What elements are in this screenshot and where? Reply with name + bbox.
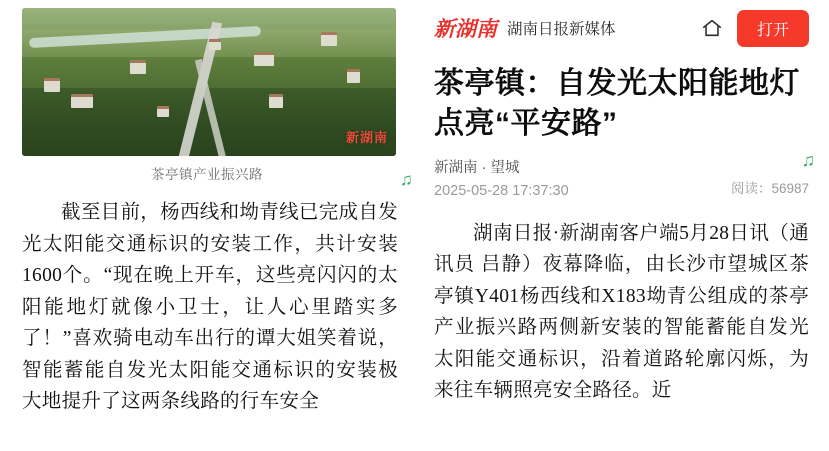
article-source[interactable]: 新湖南 · 望城	[434, 160, 520, 177]
open-button[interactable]: 打开	[737, 10, 809, 47]
left-article-column	[0, 0, 414, 451]
hero-building	[157, 106, 169, 117]
right-article-body	[434, 218, 809, 407]
right-article-paragraph: 湖南日报·新湖南客户端5月28日讯（通讯员 吕静）夜幕降临，由长沙市望城区茶亭镇Y401杨西线和X183坳青公组成的茶亭产业振兴路两侧新安装的智能蓄能自发光太阳能交通标识，沿着道路轮廓闪烁，为来往车辆照亮安全路径。近	[434, 222, 809, 402]
article-meta	[434, 157, 809, 203]
left-article-paragraph: 截至目前，杨西线和坳青线已完成自发光太阳能交通标识的安装工作，共计安装1600个。“现在晚上开车，这些亮闪闪的太阳能地灯就像小卫士，让人心里踏实多了！”喜欢骑电动车出行的谭大姐笑着说，智能蓄能自发光太阳能交通标识的安装极大地提升了这两条线路的行车安全	[22, 202, 398, 413]
hero-watermark: 新湖南	[345, 130, 388, 145]
hero-image	[22, 8, 396, 156]
hero-building	[269, 94, 283, 108]
brand-subtitle: 湖南日报新媒体	[507, 21, 616, 38]
hero-building	[209, 39, 221, 50]
app-topbar	[434, 0, 809, 56]
article-meta-left	[434, 157, 731, 203]
read-count: 阅读：56987	[730, 181, 809, 197]
hero-building	[44, 78, 60, 92]
left-article-body	[22, 197, 398, 418]
hero-building	[71, 94, 93, 108]
article-timestamp: 2025-05-28 17:37:30	[434, 183, 569, 200]
hero-building	[321, 32, 337, 46]
right-article-column	[414, 0, 829, 451]
brand-logo[interactable]: 新湖南	[434, 17, 497, 41]
hero-caption: 茶亭镇产业振兴路	[151, 167, 263, 182]
home-icon[interactable]	[697, 13, 727, 43]
music-note-icon[interactable]: ♫	[400, 170, 413, 189]
hero-building	[254, 52, 274, 66]
music-note-icon[interactable]: ♫	[801, 150, 815, 170]
hero-building	[130, 60, 146, 74]
hero-building	[347, 69, 360, 83]
page-title: 茶亭镇：自发光太阳能地灯点亮“平安路”	[434, 67, 800, 140]
